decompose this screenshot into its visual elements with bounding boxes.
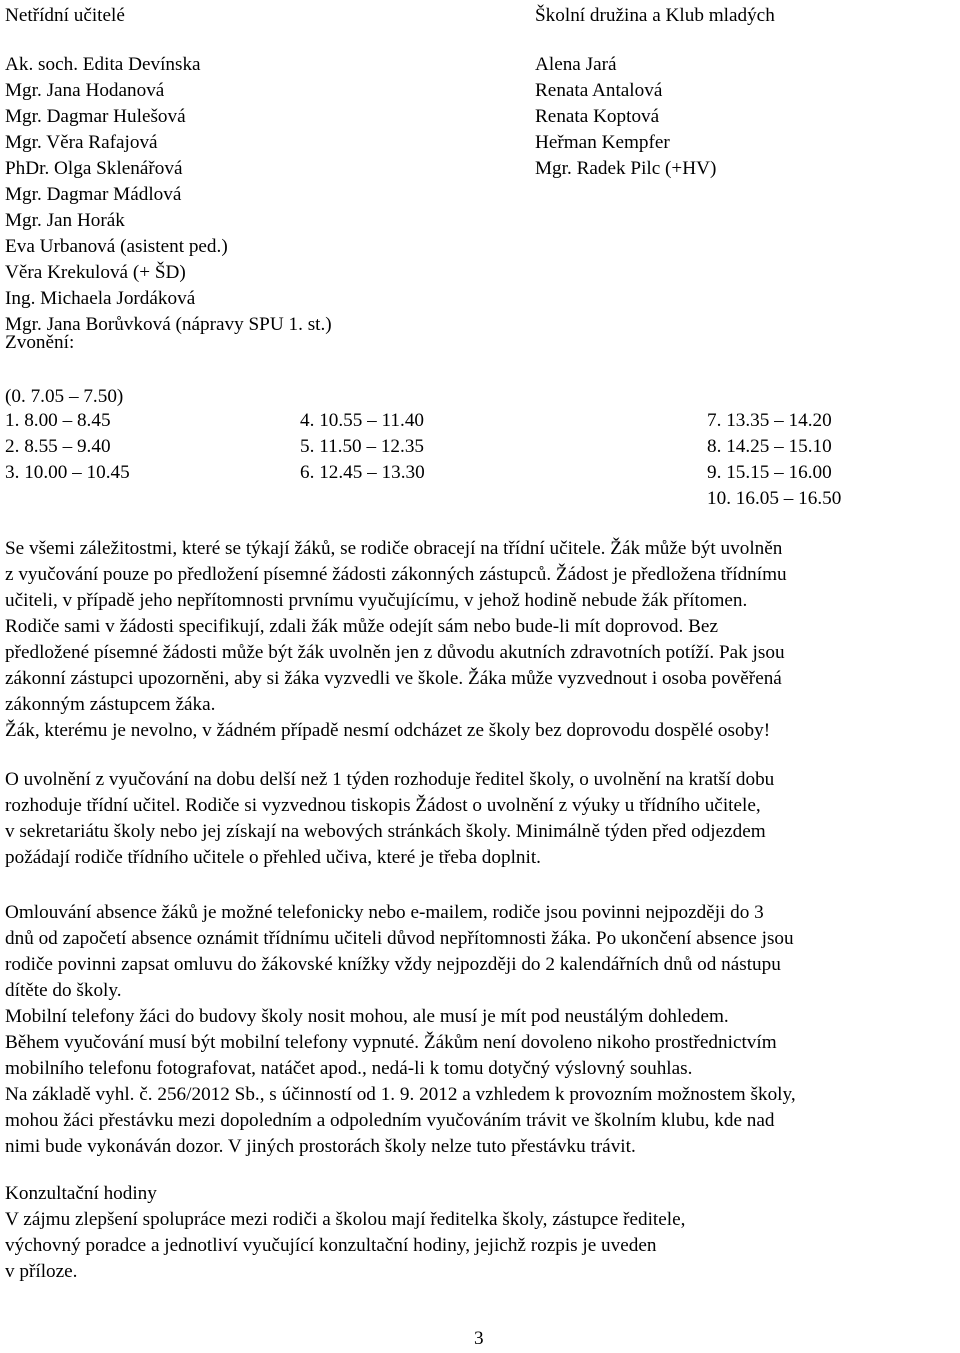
text-line: Během vyučování musí být mobilní telefony vypnuté. Žákům není dovoleno nikoho prostřednictvím [5, 1032, 777, 1053]
consultation-section [5, 1181, 955, 1285]
teacher-name: Mgr. Věra Rafajová [5, 132, 158, 153]
bell-period: 2. 8.55 – 9.40 [5, 436, 111, 457]
text-line: mohou žáci přestávku mezi dopoledním a odpoledním vyučováním trávit ve školním klubu, kde nad [5, 1110, 775, 1131]
club-member-name: Mgr. Radek Pilc (+HV) [535, 158, 717, 179]
bell-period: 4. 10.55 – 11.40 [300, 410, 425, 431]
text-line: Omlouvání absence žáků je možné telefonicky nebo e-mailem, rodiče jsou povinni nejpozději do 3 [5, 902, 764, 923]
club-member-name: Renata Koptová [535, 106, 660, 127]
text-line: zákonní zástupci upozorněni, aby si žáka vyzvedli ve škole. Žáka může vyzvednout i osoba pověřená [5, 668, 782, 689]
teachers-heading: Netřídní učitelé [5, 5, 125, 26]
consultation-heading: Konzultační hodiny [5, 1183, 157, 1204]
bell-period: 10. 16.05 – 16.50 [707, 488, 842, 509]
teachers-list [5, 52, 332, 338]
absence-paragraph [5, 900, 955, 1160]
text-line: zákonným zástupcem žáka. [5, 694, 216, 715]
teacher-name: Mgr. Dagmar Hulešová [5, 106, 186, 127]
longer-release-paragraph [5, 767, 955, 871]
club-list [535, 52, 716, 182]
teacher-name: Ing. Michaela Jordáková [5, 288, 196, 309]
teacher-name: Mgr. Jan Horák [5, 210, 125, 231]
text-line: Se všemi záležitostmi, které se týkají žáků, se rodiče obracejí na třídní učitele. Žák může být uvolněn [5, 538, 783, 559]
bell-column-3 [707, 408, 841, 512]
text-line: učiteli, v případě jeho nepřítomnosti prvnímu vyučujícímu, v jehož hodině nebude žák přítomen. [5, 590, 748, 611]
text-line: Na základě vyhl. č. 256/2012 Sb., s účinností od 1. 9. 2012 a vzhledem k provozním možnostem školy, [5, 1084, 796, 1105]
text-line: mobilního telefonu fotografovat, natáčet apod., nedá-li k tomu dotyčný výslovný souhlas. [5, 1058, 693, 1079]
text-line: rozhoduje třídní učitel. Rodiče si vyzvednou tiskopis Žádost o uvolnění z výuky u třídního učitele, [5, 795, 761, 816]
release-paragraph [5, 536, 955, 744]
text-line: z vyučování pouze po předložení písemné žádosti zákonných zástupců. Žádost je předložena třídnímu [5, 564, 787, 585]
text-line: předložené písemné žádosti může být žák uvolněn jen z důvodu akutních zdravotních potíží. Pak jsou [5, 642, 785, 663]
text-line: Žák, kterému je nevolno, v žádném případě nesmí odcházet ze školy bez doprovodu dospělé osoby! [5, 720, 771, 741]
club-member-name: Renata Antalová [535, 80, 663, 101]
club-member-name: Heřman Kempfer [535, 132, 670, 153]
text-line: v sekretariátu školy nebo jej získají na webových stránkách školy. Minimálně týden před odjezdem [5, 821, 766, 842]
teacher-name: Ak. soch. Edita Devínska [5, 54, 201, 75]
text-line: dítěte do školy. [5, 980, 122, 1001]
text-line: v příloze. [5, 1261, 78, 1282]
teacher-name: Mgr. Dagmar Mádlová [5, 184, 182, 205]
bell-period: 7. 13.35 – 14.20 [707, 410, 832, 431]
text-line: dnů od započetí absence oznámit třídnímu učiteli důvod nepřítomnosti žáka. Po ukončení absence jsou [5, 928, 794, 949]
text-line: požádají rodiče třídního učitele o přehled učiva, které je třeba doplnit. [5, 847, 541, 868]
text-line: Rodiče sami v žádosti specifikují, zdali žák může odejít sám nebo bude-li mít doprovod. Bez [5, 616, 718, 637]
bell-period: 8. 14.25 – 15.10 [707, 436, 832, 457]
text-line: rodiče povinni zapsat omluvu do žákovské knížky vždy nejpozději do 2 kalendářních dnů od nástupu [5, 954, 781, 975]
teacher-name: Mgr. Jana Borůvková (nápravy SPU 1. st.) [5, 314, 332, 335]
bell-period: 6. 12.45 – 13.30 [300, 462, 425, 483]
text-line: nimi bude vykonáván dozor. V jiných prostorách školy nelze tuto přestávku trávit. [5, 1136, 636, 1157]
page-number: 3 [474, 1328, 484, 1349]
bell-period: 1. 8.00 – 8.45 [5, 410, 111, 431]
text-line: O uvolnění z vyučování na dobu delší než 1 týden rozhoduje ředitel školy, o uvolnění na kratší dobu [5, 769, 775, 790]
bell-period-zero: (0. 7.05 – 7.50) [5, 386, 124, 407]
bell-period: 5. 11.50 – 12.35 [300, 436, 425, 457]
text-line: V zájmu zlepšení spolupráce mezi rodiči a školou mají ředitelka školy, zástupce ředitele, [5, 1209, 686, 1230]
text-line: Mobilní telefony žáci do budovy školy nosit mohou, ale musí je mít pod neustálým dohledem. [5, 1006, 729, 1027]
bell-period: 3. 10.00 – 10.45 [5, 462, 130, 483]
bell-heading: Zvonění: [5, 332, 75, 353]
teacher-name: PhDr. Olga Sklenářová [5, 158, 183, 179]
bell-period: 9. 15.15 – 16.00 [707, 462, 832, 483]
teacher-name: Mgr. Jana Hodanová [5, 80, 165, 101]
text-line: výchovný poradce a jednotliví vyučující konzultační hodiny, jejichž rozpis je uveden [5, 1235, 657, 1256]
bell-column-1 [5, 408, 130, 486]
bell-column-2 [300, 408, 425, 486]
club-heading: Školní družina a Klub mladých [535, 5, 775, 26]
teacher-name: Věra Krekulová (+ ŠD) [5, 262, 186, 283]
teacher-name: Eva Urbanová (asistent ped.) [5, 236, 228, 257]
club-member-name: Alena Jará [535, 54, 617, 75]
